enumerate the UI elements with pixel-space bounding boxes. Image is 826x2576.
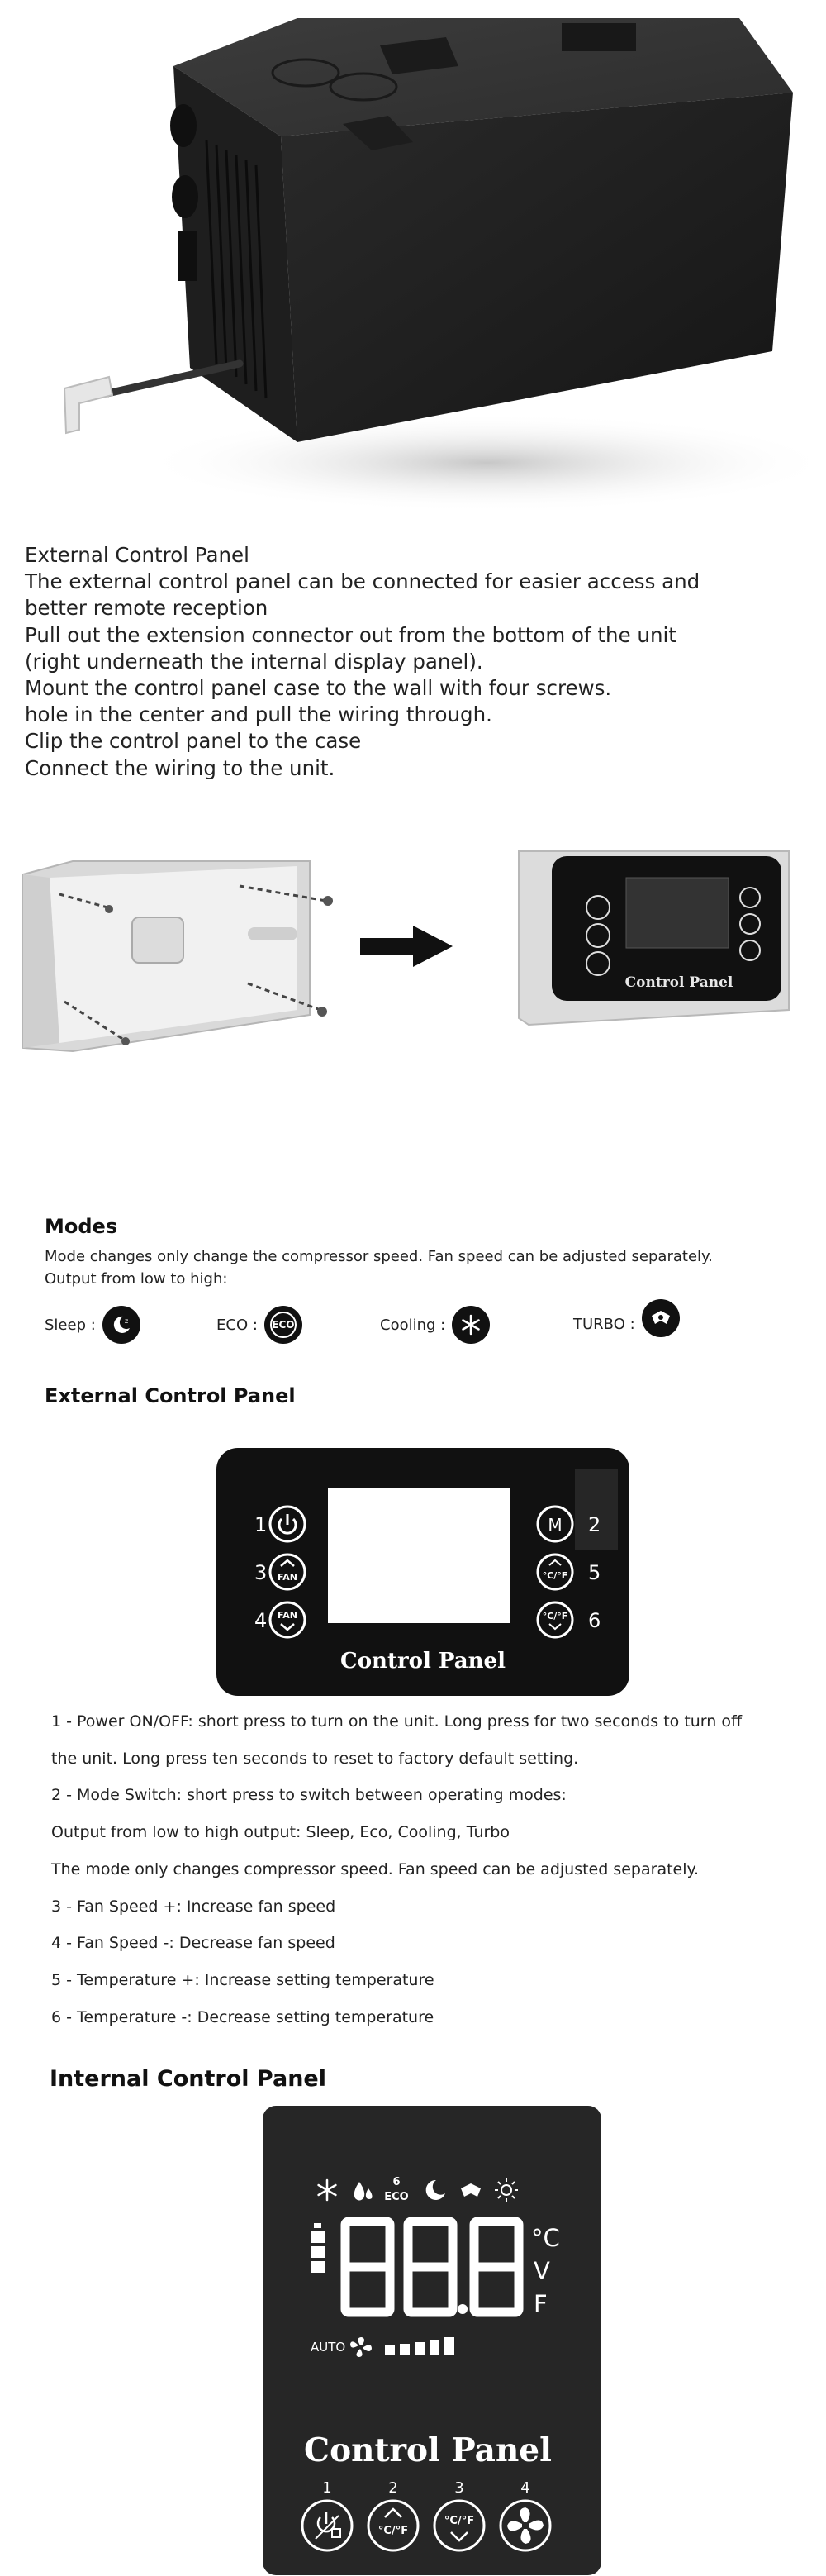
svg-text:z: z [124,1317,128,1325]
description-line: 4 - Fan Speed -: Decrease fan speed [51,1934,335,1953]
intro-line: Pull out the extension connector out from the bottom of the unit [25,622,676,647]
int-button-number: 2 [388,2479,398,2497]
mode-sleep [45,1306,140,1344]
description-line: the unit. Long press ten seconds to reset to factory default setting. [51,1749,579,1768]
intro-text-block [25,542,768,782]
intro-line: (right underneath the internal display panel). [25,649,483,674]
intro-line: Mount the control panel case to the wall with four screws. [25,676,612,701]
temp-down-icon: °C/°F [542,1611,568,1621]
turbo-icon [642,1299,680,1337]
mode-cooling [380,1306,490,1344]
ext-panel-brand: Control Panel [340,1649,506,1674]
int-button-number: 1 [322,2479,332,2497]
fan-down-icon: FAN [278,1610,297,1621]
modes-order: Output from low to high: [45,1270,228,1288]
air-conditioner-unit-illustration [0,0,826,529]
mode-icon: M [548,1515,563,1535]
int-button-number: 3 [454,2479,464,2497]
intro-line: hole in the center and pull the wiring through. [25,702,492,727]
int-button-number: 4 [520,2479,530,2497]
ext-button-number: 4 [254,1609,268,1632]
fan-up-icon: FAN [278,1572,297,1583]
ext-button-number: 5 [588,1561,601,1584]
mounted-panel-illustration [519,851,789,1025]
eco-icon-text: ECO [270,1312,297,1338]
description-line: 3 - Fan Speed +: Increase fan speed [51,1897,336,1916]
temp-up-icon: °C/°F [542,1570,568,1581]
description-line: 2 - Mode Switch: short press to switch between operating modes: [51,1786,567,1805]
temp-down-icon: °C/°F [444,2515,475,2527]
snowflake-icon [452,1306,490,1344]
description-line: The mode only changes compressor speed. Fan speed can be adjusted separately. [51,1859,700,1878]
ext-button-number: 2 [588,1513,601,1536]
int-panel-brand: Control Panel [304,2431,552,2469]
moon-stars-icon [102,1306,140,1344]
unit-fahrenheit: F [534,2290,548,2318]
external-panel-descriptions [51,1703,795,2036]
modes-title: Modes [45,1215,118,1238]
mode-label: Sleep : [45,1316,96,1334]
unit-celsius: °C [531,2224,560,2252]
auto-label: AUTO [311,2340,346,2355]
svg-text:6: 6 [392,2176,401,2188]
temp-up-icon: °C/°F [377,2525,409,2537]
mounting-case-illustration [23,861,333,1051]
mode-label: ECO : [216,1316,258,1334]
right-arrow-icon [360,926,453,967]
mode-turbo [573,1299,680,1337]
intro-line: The external control panel can be connected for easier access and [25,569,700,594]
install-panel-label: Control Panel [624,974,733,991]
internal-panel-title: Internal Control Panel [50,2066,326,2092]
external-control-panel [216,1448,629,1696]
intro-line: better remote reception [25,596,268,621]
description-line: Output from low to high output: Sleep, Eco, Cooling, Turbo [51,1823,510,1842]
intro-heading: External Control Panel [25,543,249,567]
ext-button-number: 6 [588,1609,601,1632]
description-line: 1 - Power ON/OFF: short press to turn on the unit. Long press for two seconds to turn off [51,1712,743,1731]
ext-button-number: 1 [254,1513,268,1536]
eco-icon [264,1306,302,1344]
external-panel-title: External Control Panel [45,1384,296,1407]
intro-line: Clip the control panel to the case [25,729,362,754]
eco-label: ECO [384,2191,409,2203]
modes-description: Mode changes only change the compressor speed. Fan speed can be adjusted separately. [45,1248,713,1265]
install-illustration [0,826,826,1074]
ext-button-number: 3 [254,1561,268,1584]
intro-line: Connect the wiring to the unit. [25,755,335,780]
mode-label: TURBO : [573,1315,635,1333]
description-line: 5 - Temperature +: Increase setting temperature [51,1970,434,1989]
description-line: 6 - Temperature -: Decrease setting temperature [51,2007,434,2026]
mode-eco [216,1306,302,1344]
unit-volt: V [534,2257,550,2285]
internal-control-panel [263,2106,601,2575]
mode-label: Cooling : [380,1316,446,1334]
